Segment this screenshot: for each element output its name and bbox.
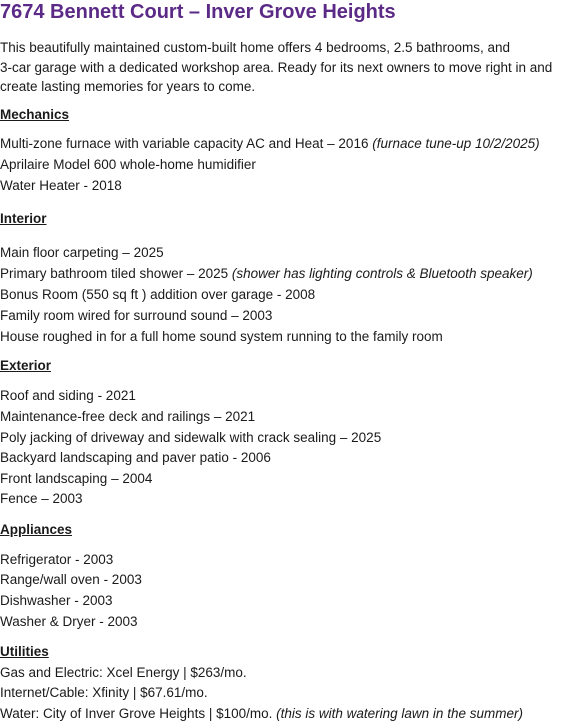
intro-line: 3-car garage with a dedicated workshop area. Ready for its next owners to move right in and [0,59,553,75]
item-text: Water: City of Inver Grove Heights | $100/mo. [0,706,277,721]
section-heading-mechanics: Mechanics [0,107,70,122]
item-text: Main floor carpeting – 2025 [0,245,164,260]
list-item [0,408,255,426]
intro-line: This beautifully maintained custom-built home offers 4 bedrooms, 2.5 bathrooms, and [0,40,511,55]
section-heading-utilities: Utilities [0,644,49,659]
item-note: (shower has lighting controls & Bluetooth speaker) [231,266,533,281]
item-text: Family room wired for surround sound – 2003 [0,308,273,323]
item-text: Poly jacking of driveway and sidewalk with crack sealing – 2025 [0,430,382,445]
list-item [0,265,533,283]
section-heading-exterior: Exterior [0,358,52,373]
item-text: Dishwasher - 2003 [0,593,113,608]
item-text: Backyard landscaping and paver patio - 2006 [0,450,271,465]
item-text: Range/wall oven - 2003 [0,572,142,587]
list-item [0,664,247,682]
list-item [0,684,208,702]
intro-line: create lasting memories for years to come. [0,79,256,94]
list-item [0,286,315,304]
list-item [0,387,136,405]
section-heading-appliances: Appliances [0,522,73,537]
item-text: Front landscaping – 2004 [0,471,153,486]
item-text: Water Heater - 2018 [0,178,122,193]
list-item [0,135,540,153]
item-text: Maintenance-free deck and railings – 2021 [0,409,256,424]
list-item [0,592,113,610]
item-text: Washer & Dryer - 2003 [0,614,138,629]
list-item [0,429,381,447]
list-item [0,177,122,195]
list-item [0,551,113,569]
item-text: Multi-zone furnace with variable capacity AC and Heat – 2016 [0,136,373,151]
item-text: Primary bathroom tiled shower – 2025 [0,266,232,281]
item-note: (this is with watering lawn in the summer) [276,706,523,721]
item-note: (furnace tune-up 10/2/2025) [372,136,540,151]
item-text: Bonus Room (550 sq ft ) addition over garage - 2008 [0,287,316,302]
intro-paragraph [0,38,566,97]
list-item [0,705,523,723]
list-item [0,328,443,346]
item-text: Aprilaire Model 600 whole-home humidifier [0,157,256,172]
list-item [0,490,83,508]
item-text: Gas and Electric: Xcel Energy | $263/mo. [0,665,247,680]
list-item [0,571,142,589]
list-item [0,244,164,262]
list-item [0,307,272,325]
section-heading-interior: Interior [0,211,47,226]
item-text: House roughed in for a full home sound system running to the family room [0,329,443,344]
list-item [0,470,152,488]
item-text: Fence – 2003 [0,491,83,506]
list-item [0,613,138,631]
list-item [0,449,271,467]
item-text: Refrigerator - 2003 [0,552,114,567]
list-item [0,156,256,174]
item-text: Roof and siding - 2021 [0,388,136,403]
page-title: 7674 Bennett Court – Inver Grove Heights [0,1,396,23]
item-text: Internet/Cable: Xfinity | $67.61/mo. [0,685,208,700]
